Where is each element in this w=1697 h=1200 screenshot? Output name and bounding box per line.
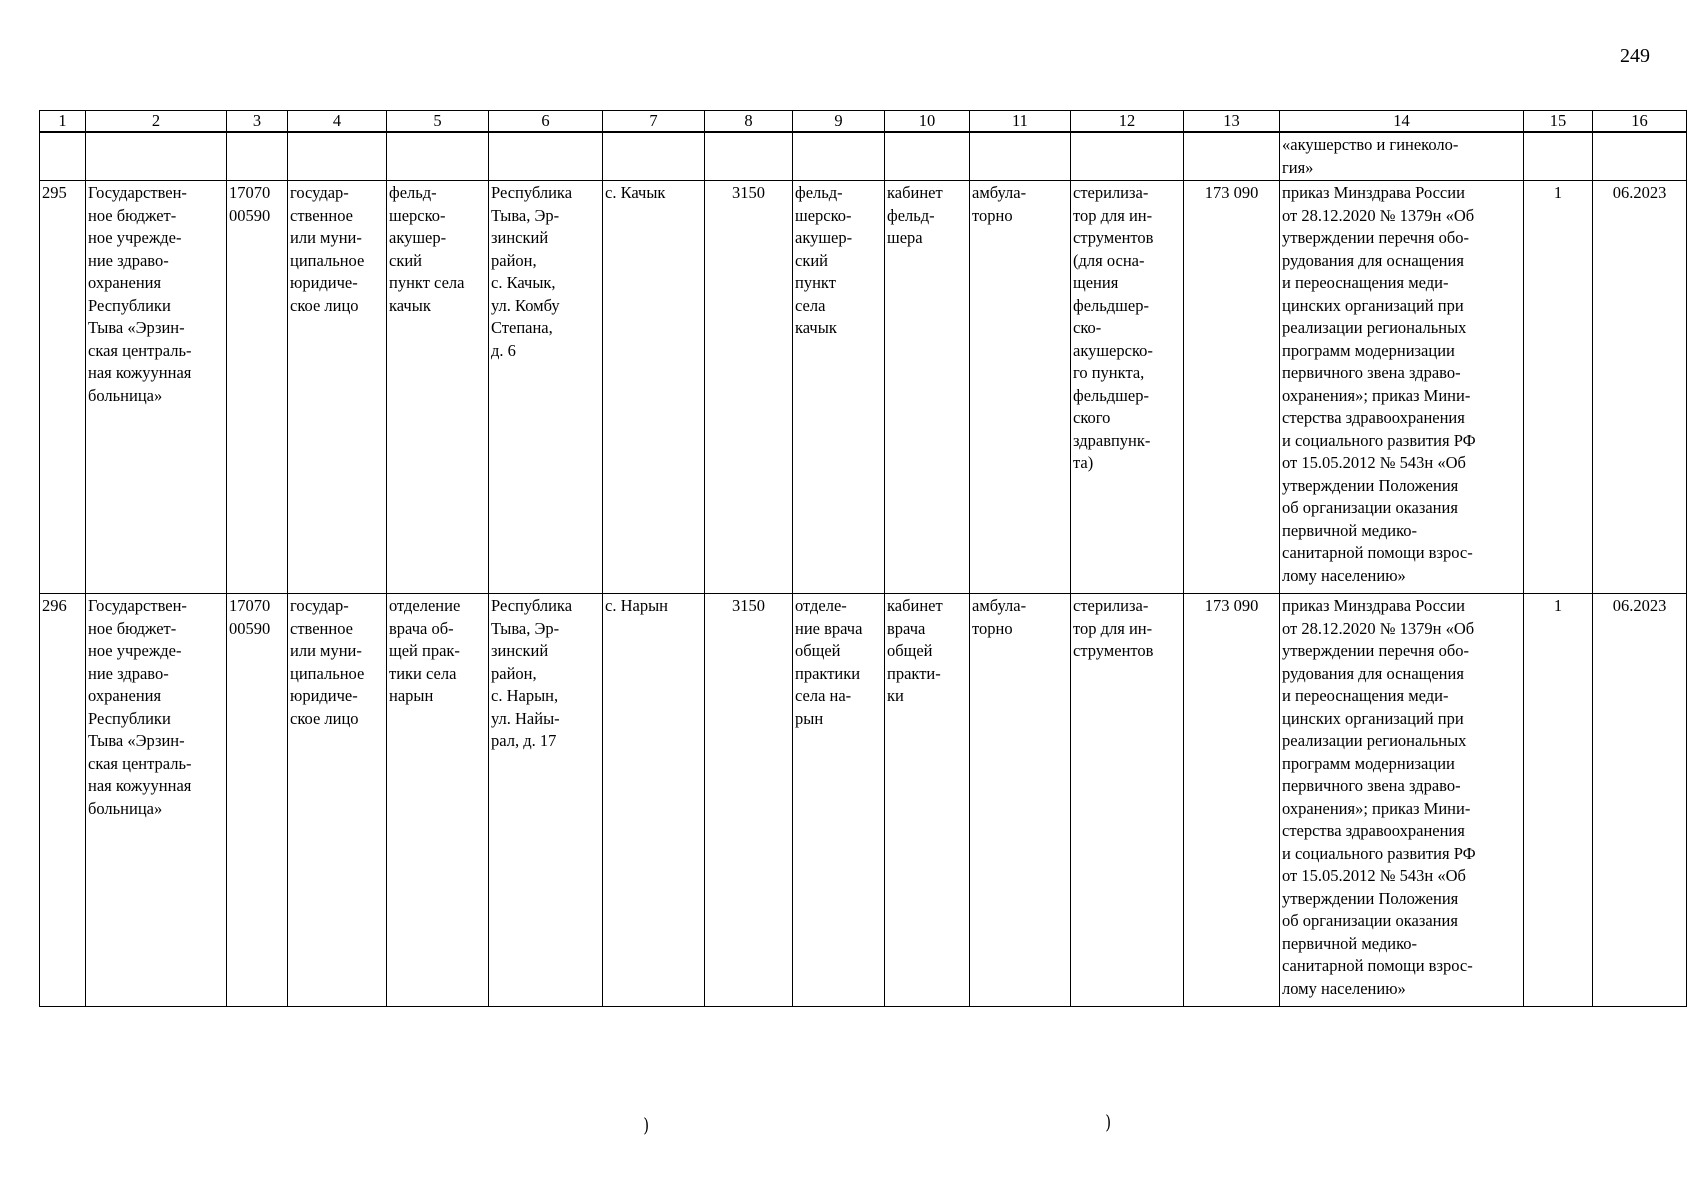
quantity: 1 [1524, 594, 1593, 1007]
legal-basis: приказ Минздрава России от 28.12.2020 № 1379н «Об утверждении перечня обо- рудования для оснащения и переоснащения меди- цинских организаций при реализации региональных программ модернизации первичного звена здраво- охранения»; приказ Мини- стерства здравоохранения и социального развития РФ от 15.05.2012 № 543н «Об утверждении Положения об организации оказания первичной медико- санитарной помощи взрос- лому населению» [1280, 181, 1524, 594]
room: кабинет врача общей практи- ки [885, 594, 970, 1007]
care-mode: амбула- торно [970, 181, 1071, 594]
date: 06.2023 [1593, 594, 1687, 1007]
continuation-text: «акушерство и гинеколо- гия» [1280, 132, 1524, 181]
structural-unit: фельд- шерско- акушер- ский пункт села качык [387, 181, 489, 594]
locality: с. Качык [603, 181, 705, 594]
room: кабинет фельд- шера [885, 181, 970, 594]
column-number: 13 [1184, 111, 1280, 133]
department: отделе- ние врача общей практики села на- рын [793, 594, 885, 1007]
legal-basis: приказ Минздрава России от 28.12.2020 № 1379н «Об утверждении перечня обо- рудования для оснащения и переоснащения меди- цинских организаций при реализации региональных программ модернизации первичного звена здраво- охранения»; приказ Мини- стерства здравоохранения и социального развития РФ от 15.05.2012 № 543н «Об утверждении Положения об организации оказания первичной медико- санитарной помощи взрос- лому населению» [1280, 594, 1524, 1007]
care-mode: амбула- торно [970, 594, 1071, 1007]
col8-value: 3150 [705, 181, 793, 594]
structural-unit: отделение врача об- щей прак- тики села нарын [387, 594, 489, 1007]
column-number: 5 [387, 111, 489, 133]
column-number: 16 [1593, 111, 1687, 133]
column-number: 7 [603, 111, 705, 133]
column-number: 10 [885, 111, 970, 133]
equipment-name: стерилиза- тор для ин- струментов (для осна- щения фельдшер- ско- акушерско- го пункта, фельдшер- ского здравпунк- та) [1071, 181, 1184, 594]
organization-name: Государствен- ное бюджет- ное учрежде- ние здраво- охранения Республики Тыва «Эрзин- ская централь- ная кожуунная больница» [86, 594, 227, 1007]
column-number: 1 [40, 111, 86, 133]
locality: с. Нарын [603, 594, 705, 1007]
equipment-name: стерилиза- тор для ин- струментов [1071, 594, 1184, 1007]
price: 173 090 [1184, 181, 1280, 594]
column-number: 4 [288, 111, 387, 133]
table-row [40, 594, 1687, 1007]
scan-mark: ⁾ [1105, 1109, 1112, 1149]
page-number: 249 [1620, 45, 1650, 67]
address: Республика Тыва, Эр- зинский район, с. Нарын, ул. Найы- рал, д. 17 [489, 594, 603, 1007]
column-number: 9 [793, 111, 885, 133]
column-number: 8 [705, 111, 793, 133]
continuation-row [40, 132, 1687, 181]
date: 06.2023 [1593, 181, 1687, 594]
col8-value: 3150 [705, 594, 793, 1007]
row-number: 296 [40, 594, 86, 1007]
table-row [40, 181, 1687, 594]
organization-name: Государствен- ное бюджет- ное учрежде- ние здраво- охранения Республики Тыва «Эрзин- ская централь- ная кожуунная больница» [86, 181, 227, 594]
column-number: 2 [86, 111, 227, 133]
organization-type: государ- ственное или муни- ципальное юридиче- ское лицо [288, 594, 387, 1007]
row-number: 295 [40, 181, 86, 594]
column-number: 12 [1071, 111, 1184, 133]
equipment-table [39, 110, 1687, 1007]
scan-mark: ⁾ [643, 1112, 650, 1152]
column-number: 14 [1280, 111, 1524, 133]
column-number: 3 [227, 111, 288, 133]
address: Республика Тыва, Эр- зинский район, с. Качык, ул. Комбу Степана, д. 6 [489, 181, 603, 594]
column-number: 11 [970, 111, 1071, 133]
quantity: 1 [1524, 181, 1593, 594]
organization-code: 17070 00590 [227, 594, 288, 1007]
column-number: 15 [1524, 111, 1593, 133]
organization-code: 17070 00590 [227, 181, 288, 594]
column-number: 6 [489, 111, 603, 133]
organization-type: государ- ственное или муни- ципальное юридиче- ское лицо [288, 181, 387, 594]
department: фельд- шерско- акушер- ский пункт села качык [793, 181, 885, 594]
price: 173 090 [1184, 594, 1280, 1007]
column-number-row [40, 111, 1687, 133]
